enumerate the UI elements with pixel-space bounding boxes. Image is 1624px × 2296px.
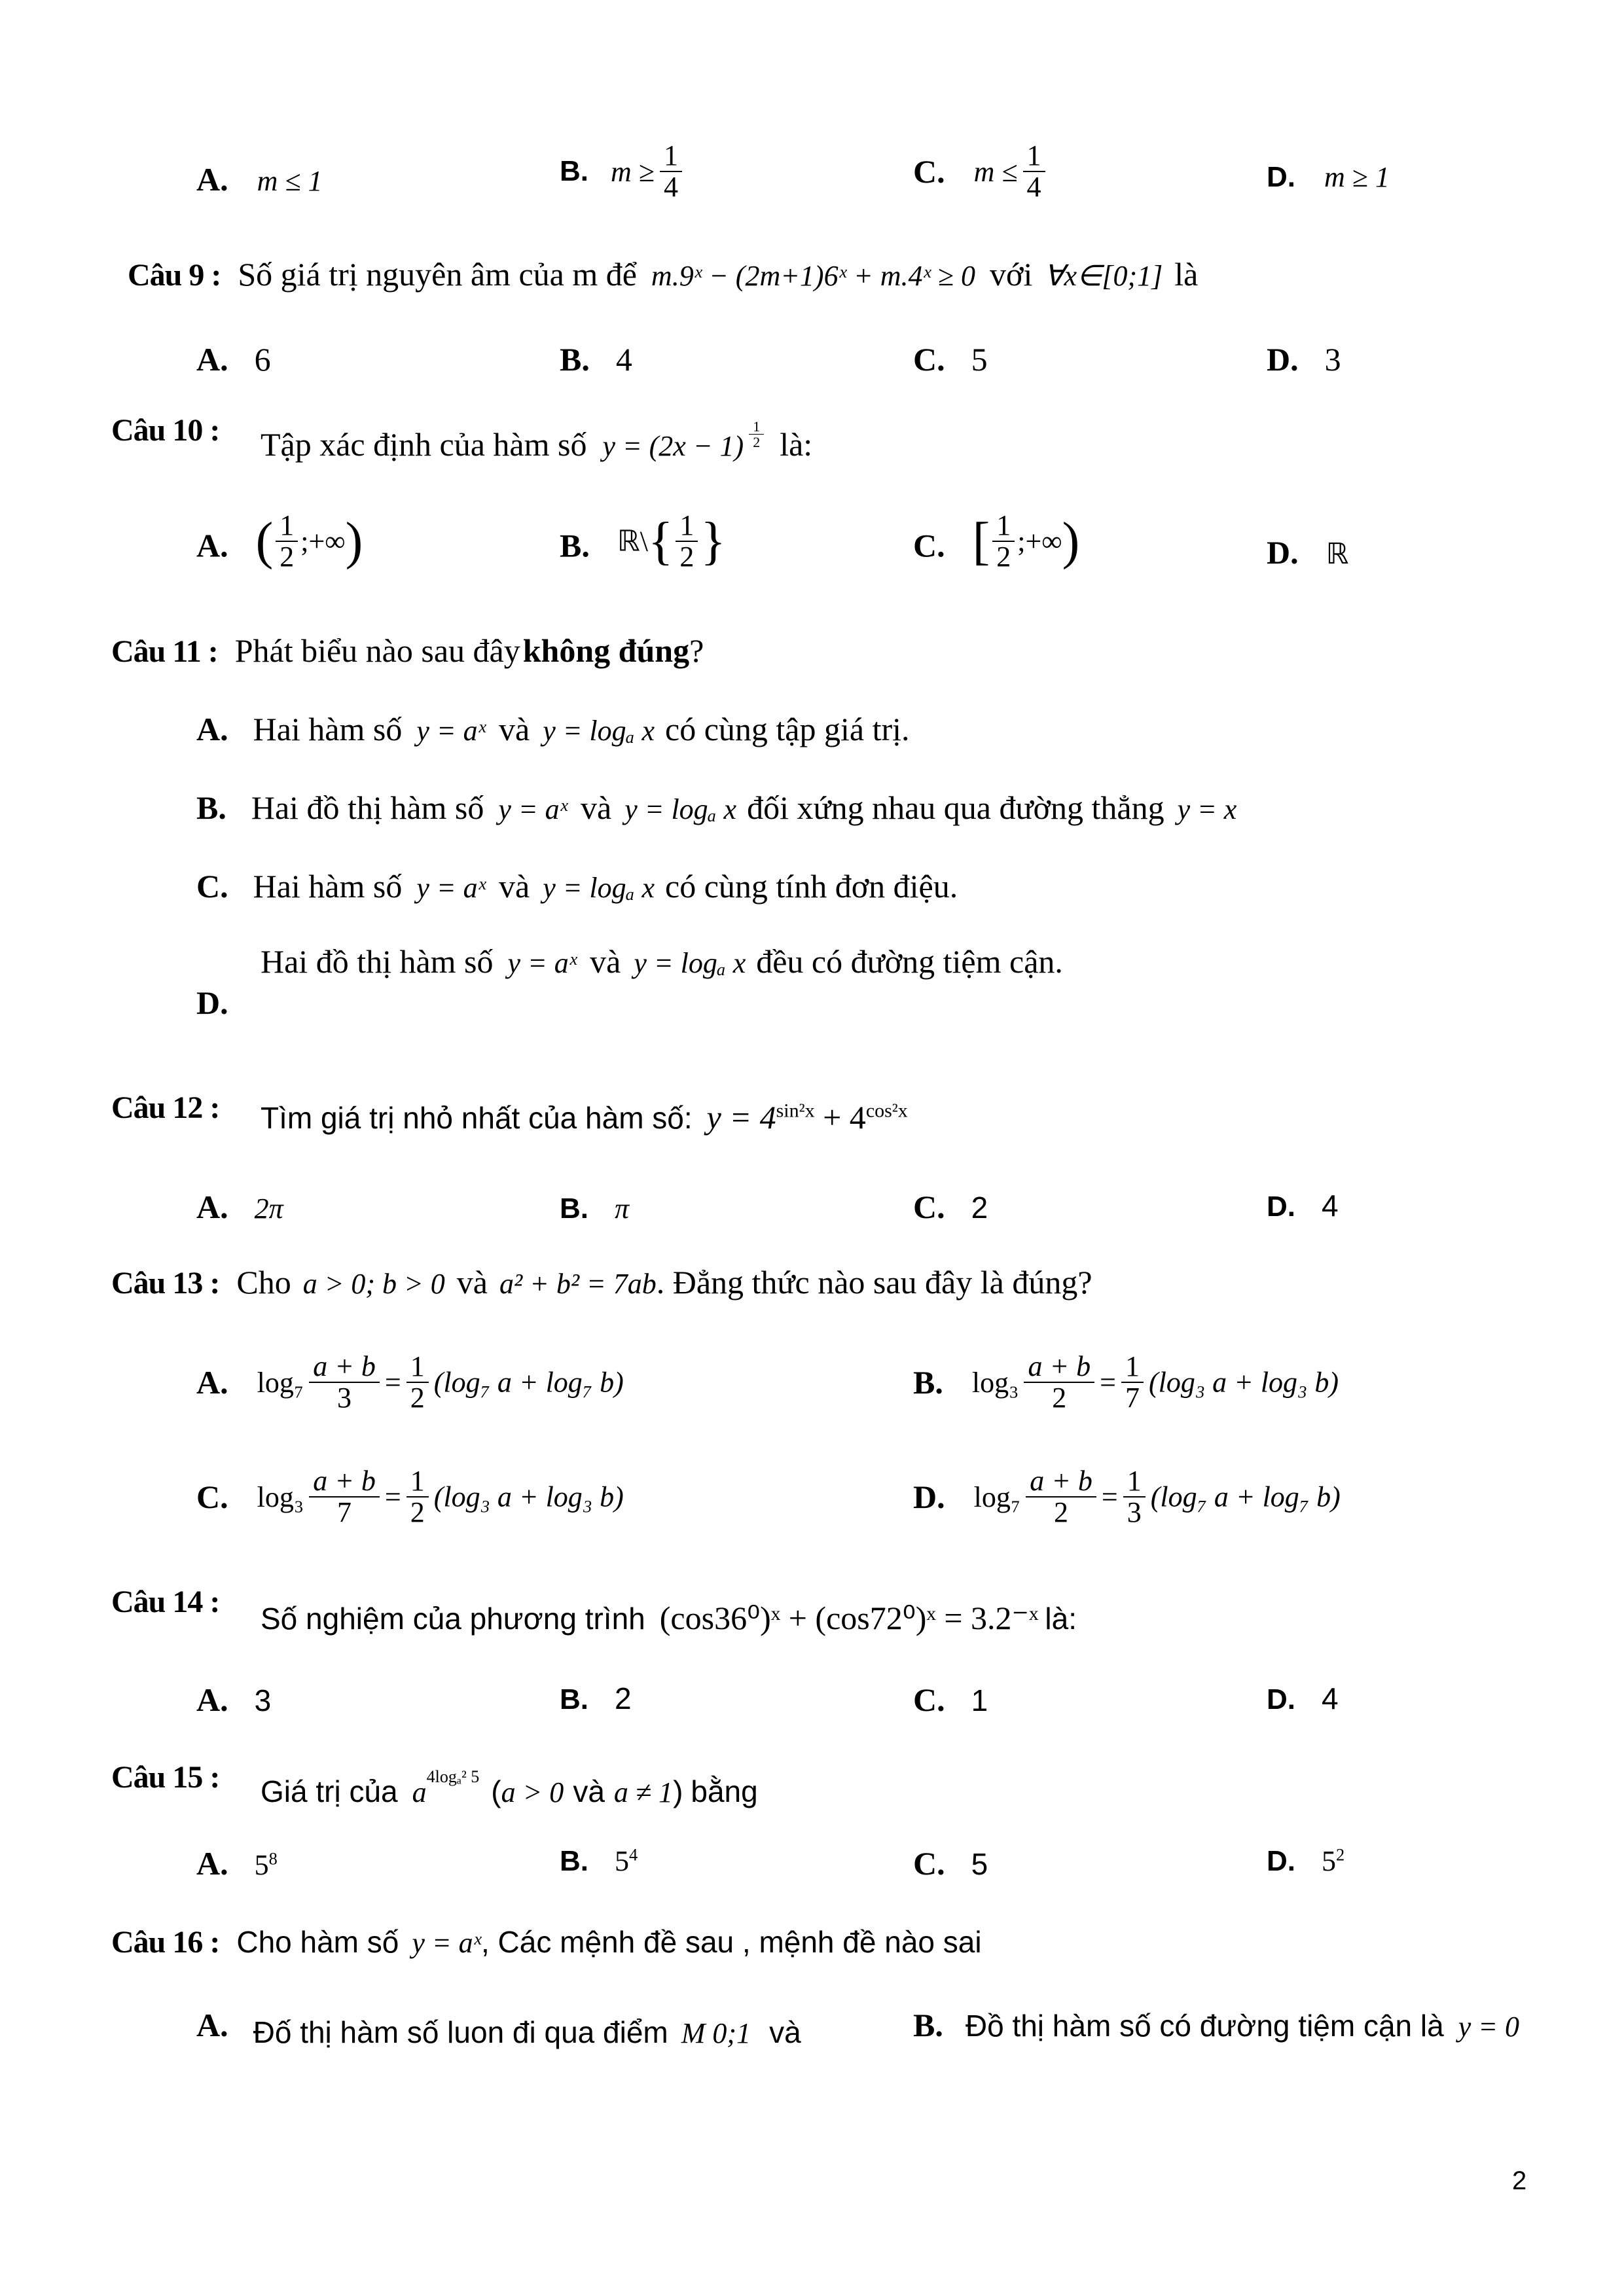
option-label: B. — [560, 1193, 588, 1225]
option-value: ( $\frac{1}{2}$ ;+∞) — [255, 509, 363, 573]
question-text: Số giá trị nguyên âm của m để — [238, 256, 637, 293]
q12-option-a[interactable] — [196, 1188, 283, 1226]
q15-label: Câu 15 : — [111, 1760, 220, 1795]
option-text: Hai đồ thị hàm số — [251, 789, 484, 826]
q12-option-b[interactable] — [560, 1188, 629, 1226]
question-text: ? — [689, 632, 704, 669]
option-value: 6 — [254, 341, 271, 378]
question-text: là — [1174, 256, 1199, 293]
option-label: C. — [196, 1479, 228, 1516]
q14-option-a[interactable] — [196, 1681, 271, 1719]
option-label: B. — [196, 789, 226, 826]
option-label: B. — [560, 1683, 588, 1715]
question-formula: y = (2x − 1) — [602, 430, 744, 462]
q10-option-a[interactable] — [196, 511, 363, 572]
option-label: B. — [913, 1364, 943, 1401]
q12-option-d[interactable] — [1267, 1188, 1339, 1223]
option-label: A. — [196, 161, 228, 198]
question-text: Số nghiệm của phương trình — [261, 1602, 645, 1636]
option-label: D. — [913, 1479, 945, 1516]
fraction: $\frac{1}{4}$ — [660, 141, 682, 202]
q14-stem — [261, 1599, 1077, 1637]
q16-option-a[interactable] — [196, 2006, 801, 2049]
option-label: B. — [560, 155, 588, 188]
q14-label: Câu 14 : — [111, 1585, 220, 1619]
option-formula: = — [1101, 1480, 1118, 1513]
option-value: m ≤ 1 — [257, 165, 323, 197]
question-text: với — [990, 256, 1033, 293]
q14-option-b[interactable] — [560, 1681, 632, 1716]
question-formula: (cos36⁰)ˣ + (cos72⁰)ˣ = 3.2⁻ˣ — [659, 1600, 1039, 1636]
question-formula: $a^{4log_a^2 5}$ — [412, 1767, 480, 1808]
option-label: D. — [1267, 1845, 1295, 1877]
q9-stem — [128, 255, 1198, 293]
option-value: ℝ — [1326, 538, 1349, 570]
q13-stem — [111, 1263, 1092, 1301]
option-label: D. — [1267, 1191, 1295, 1223]
option-value: 4 — [1322, 1189, 1339, 1223]
option-value: 2 — [615, 1681, 632, 1715]
question-label: Câu 9 : — [128, 258, 221, 293]
option-value: $5^8$ — [254, 1848, 278, 1881]
option-value: 2π — [254, 1193, 283, 1225]
q11-option-d-label[interactable]: D. — [196, 984, 228, 1021]
option-label: C. — [913, 341, 945, 378]
question-text: là: — [1045, 1602, 1077, 1636]
q16-option-b[interactable] — [913, 2006, 1519, 2044]
question-text: Phát biểu nào sau đây — [234, 632, 520, 669]
option-value: 3 — [254, 1683, 272, 1717]
q15-option-d[interactable] — [1267, 1844, 1344, 1878]
q9-option-d[interactable] — [1267, 340, 1341, 378]
option-value: 3 — [1324, 341, 1341, 378]
option-value: [ $\frac{1}{2}$ ;+∞) — [972, 509, 1080, 573]
option-label: B. — [560, 341, 590, 378]
option-label: B. — [913, 2007, 943, 2043]
question-text: bằng — [691, 1774, 758, 1808]
option-text: và — [769, 2015, 801, 2049]
option-label: A. — [196, 1845, 228, 1882]
question-text: và — [456, 1264, 488, 1300]
fraction: $\frac{1}{2}$ — [406, 1352, 429, 1413]
option-label: C. — [913, 1845, 945, 1882]
q13-option-d[interactable] — [913, 1466, 1341, 1528]
fraction: $\frac{1}{7}$ — [1121, 1352, 1144, 1413]
q8-option-b[interactable] — [560, 141, 685, 202]
option-label: A. — [196, 1681, 228, 1718]
question-formula: m.9ˣ − (2m+1)6ˣ + m.4ˣ ≥ 0 — [651, 260, 976, 292]
question-text: Tìm giá trị nhỏ nhất của hàm số: — [261, 1101, 693, 1135]
option-formula: y = aˣ — [416, 715, 486, 747]
q11-stem — [111, 632, 704, 670]
option-label: D. — [1267, 161, 1295, 193]
option-text: Đồ thị hàm số có đường tiệm cận là — [965, 2009, 1444, 2043]
option-value: m ≤ — [973, 155, 1018, 188]
q14-option-c[interactable] — [913, 1681, 988, 1719]
question-formula: a ≠ 1 — [613, 1776, 674, 1808]
option-formula: (log₇ a + log₇ b) — [1150, 1480, 1341, 1513]
q15-stem — [261, 1767, 758, 1809]
fraction: $\frac{a + b}{2}$ — [1024, 1352, 1094, 1413]
option-value: $5^4$ — [615, 1844, 638, 1877]
question-formula: $y = 4^{sin^2x} + 4^{cos^2x}$ — [706, 1099, 908, 1136]
question-label: Câu 13 : — [111, 1266, 220, 1300]
q12-option-c[interactable] — [913, 1188, 988, 1226]
option-formula: log₃ — [971, 1366, 1019, 1399]
fraction: $\frac{a + b}{2}$ — [1026, 1466, 1096, 1528]
q13-option-c[interactable] — [196, 1466, 624, 1528]
option-formula: y = aˣ — [498, 793, 568, 825]
option-text: Đố thị hàm số luon đi qua điểm — [253, 2015, 668, 2049]
option-formula: y = logₐ x — [543, 872, 655, 904]
q11-option-c[interactable] — [196, 867, 958, 905]
option-formula: (log₃ a + log₃ b) — [433, 1480, 624, 1513]
option-text: Hai đồ thị hàm số — [261, 943, 494, 980]
fraction: $\frac{1}{3}$ — [1123, 1466, 1146, 1528]
page-number: 2 — [1512, 2166, 1527, 2195]
q13-option-b[interactable] — [913, 1352, 1339, 1413]
fraction: $\frac{1}{4}$ — [1023, 141, 1045, 202]
question-text: ( — [491, 1774, 501, 1808]
q12-label: Câu 12 : — [111, 1090, 220, 1125]
option-value: 2 — [971, 1191, 988, 1225]
option-label: A. — [196, 711, 228, 747]
q15-option-c[interactable] — [913, 1844, 988, 1882]
option-formula: y = aˣ — [416, 872, 486, 904]
fraction: $\frac{a + b}{3}$ — [309, 1352, 380, 1413]
q13-option-a[interactable] — [196, 1352, 624, 1413]
option-formula: y = x — [1177, 793, 1237, 825]
q9-option-b[interactable] — [560, 340, 632, 378]
question-formula: a > 0; b > 0 — [302, 1268, 445, 1300]
question-emphasis: không đúng — [522, 632, 690, 669]
option-value: $5^2$ — [1322, 1844, 1345, 1877]
q11-option-a[interactable] — [196, 710, 910, 748]
option-value: ℝ\{ $\frac{1}{2}$ } — [617, 509, 726, 573]
question-label: Câu 16 : — [111, 1925, 220, 1960]
option-formula: = — [384, 1366, 401, 1399]
question-text: là: — [780, 426, 813, 463]
option-text: có cùng tập giá trị. — [665, 711, 910, 747]
q11-option-d[interactable] — [261, 942, 1063, 980]
option-label: D. — [1267, 341, 1299, 378]
question-text: Tập xác định của hàm số — [261, 426, 587, 463]
q8-option-a[interactable] — [196, 160, 323, 198]
question-text: . Đẳng thức nào sau đây là đúng? — [656, 1264, 1092, 1300]
option-text: và — [581, 789, 612, 826]
q9-option-a[interactable] — [196, 340, 271, 378]
option-value: m ≥ 1 — [1324, 161, 1390, 193]
q10-option-c[interactable] — [913, 511, 1079, 572]
option-label: C. — [913, 527, 945, 564]
option-value: π — [615, 1193, 630, 1225]
option-text: đều có đường tiệm cận. — [756, 943, 1063, 980]
option-text: và — [498, 711, 530, 747]
option-formula: y = logₐ x — [624, 793, 737, 825]
q14-option-d[interactable] — [1267, 1681, 1339, 1716]
question-text: và — [573, 1774, 605, 1808]
question-formula: a > 0 — [501, 1776, 564, 1808]
option-label: C. — [196, 868, 228, 905]
option-label: D. — [1267, 1683, 1295, 1715]
option-formula: M 0;1 — [681, 2017, 751, 2049]
option-label: A. — [196, 1364, 228, 1401]
question-formula: y = aˣ — [412, 1927, 481, 1959]
q11-option-b[interactable] — [196, 789, 1236, 827]
option-label: A. — [196, 1189, 228, 1225]
option-formula: log₇ — [973, 1480, 1021, 1513]
question-condition: ∀x∈[0;1] — [1044, 260, 1163, 292]
exponent-fraction: $\frac{1}{2}$ — [749, 419, 764, 450]
q10-option-d[interactable] — [1267, 533, 1348, 571]
option-text: và — [498, 868, 530, 905]
question-formula: a² + b² = 7ab — [499, 1268, 657, 1300]
question-text: Giá trị của — [261, 1774, 398, 1808]
option-text: và — [590, 943, 621, 980]
fraction: $\frac{a + b}{7}$ — [309, 1466, 380, 1528]
option-label: A. — [196, 2007, 228, 2043]
option-formula: = — [384, 1480, 401, 1513]
option-formula: y = aˣ — [507, 947, 577, 979]
q8-option-c[interactable] — [913, 141, 1048, 202]
fraction: $\frac{1}{2}$ — [406, 1466, 429, 1528]
option-label: C. — [913, 1681, 945, 1718]
q8-option-d[interactable] — [1267, 160, 1390, 194]
option-value: 4 — [615, 341, 632, 378]
option-label: C. — [913, 1189, 945, 1225]
option-label: D. — [1267, 534, 1299, 571]
option-label: A. — [196, 341, 228, 378]
option-text: Hai hàm số — [253, 711, 403, 747]
q10-stem — [261, 418, 813, 463]
option-value: 5 — [971, 341, 988, 378]
q15-option-a[interactable] — [196, 1844, 278, 1882]
option-label: A. — [196, 527, 228, 564]
option-text: đối xứng nhau qua đường thẳng — [747, 789, 1164, 826]
option-formula: = — [1100, 1366, 1116, 1399]
option-label: C. — [913, 153, 945, 190]
q10-label: Câu 10 : — [111, 413, 220, 448]
option-value: 1 — [971, 1683, 988, 1717]
q15-option-b[interactable] — [560, 1844, 638, 1878]
option-label: B. — [560, 527, 590, 564]
q9-option-c[interactable] — [913, 340, 988, 378]
option-formula: y = 0 — [1458, 2011, 1519, 2043]
option-value: 5 — [971, 1847, 988, 1881]
option-formula: (log₃ a + log₃ b) — [1148, 1366, 1339, 1399]
option-formula: log₃ — [257, 1480, 304, 1513]
q12-stem — [261, 1098, 908, 1136]
option-text: có cùng tính đơn điệu. — [665, 868, 958, 905]
question-text: Cho — [236, 1264, 291, 1300]
question-text: ) — [673, 1774, 683, 1808]
q16-stem — [111, 1924, 982, 1960]
question-text: , Các mệnh đề sau , mệnh đề nào sai — [481, 1925, 982, 1959]
question-label: Câu 11 : — [111, 634, 218, 669]
q10-option-b[interactable] — [560, 511, 726, 572]
option-formula: y = logₐ x — [543, 715, 655, 747]
option-formula: log₇ — [257, 1366, 304, 1399]
question-text: Cho hàm số — [236, 1925, 399, 1959]
option-value: 4 — [1322, 1681, 1339, 1715]
option-formula: (log₇ a + log₇ b) — [433, 1366, 624, 1399]
option-label: B. — [560, 1845, 588, 1877]
option-formula: y = logₐ x — [634, 947, 746, 979]
option-text: Hai hàm số — [253, 868, 403, 905]
option-value: m ≥ — [611, 155, 655, 188]
